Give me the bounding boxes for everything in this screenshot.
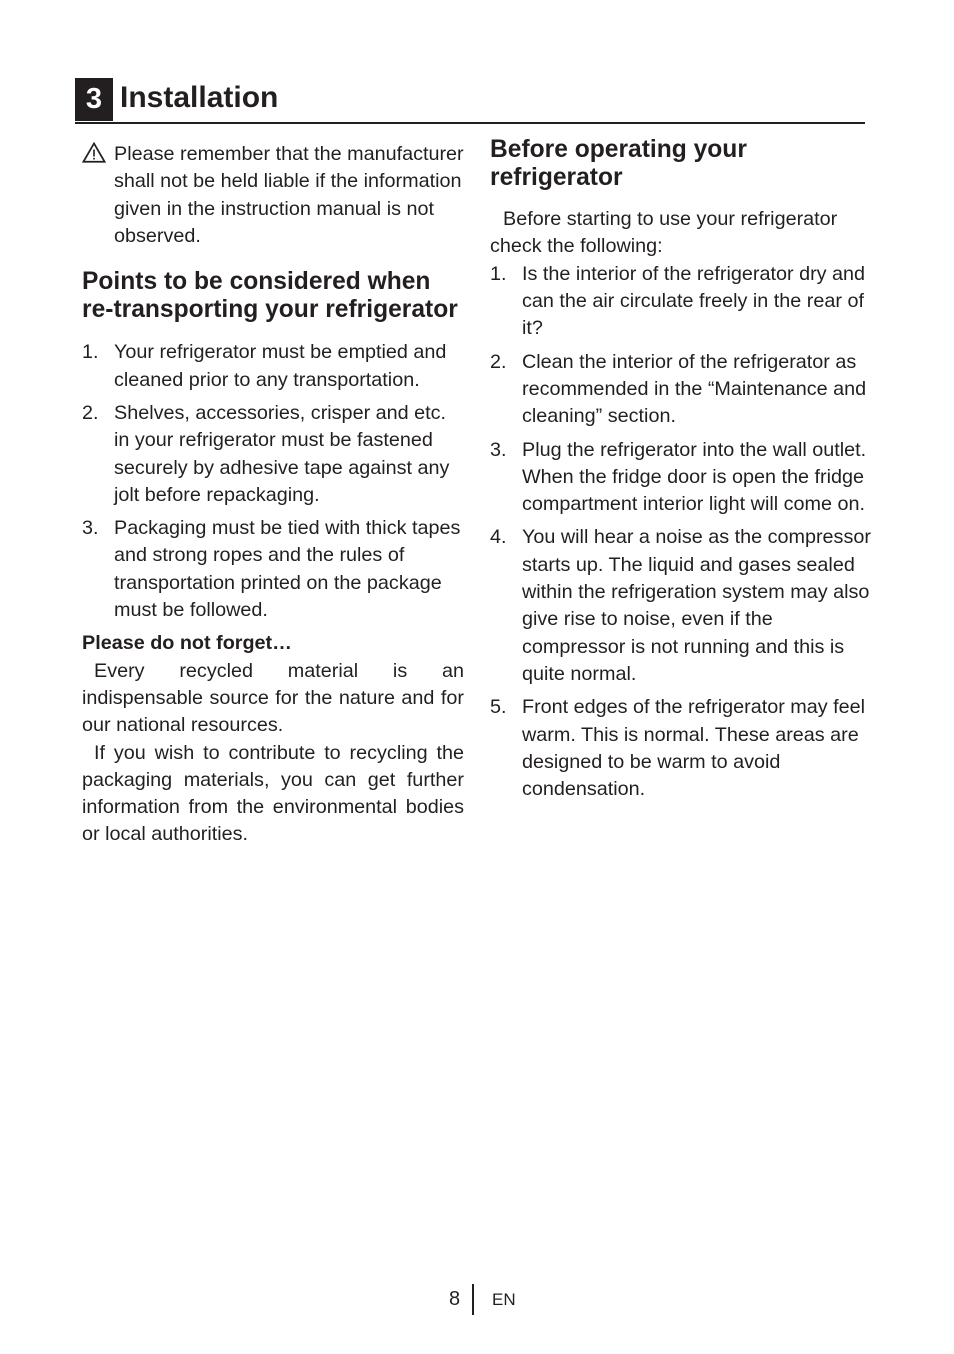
- list-item-text: Packaging must be tied with thick tapes and strong ropes and the rules of transportation printed on the package must be followed.: [114, 517, 461, 622]
- list-item-text: Is the interior of the refrigerator dry and can the air circulate freely in the rear of it?: [522, 262, 866, 340]
- list-item-text: Clean the interior of the refrigerator as recommended in the “Maintenance and cleaning” section.: [522, 350, 867, 428]
- list-item-text: Shelves, accessories, crisper and etc. in your refrigerator must be fastened securely by adhesive tape against any jolt before repackaging.: [114, 401, 450, 506]
- left-column: [82, 130, 464, 849]
- retransport-list: [82, 339, 464, 624]
- page-number: 8: [449, 1288, 461, 1310]
- chapter-number-badge: 3: [75, 78, 113, 121]
- chapter-title: Installation: [120, 81, 279, 114]
- footer-divider: [472, 1284, 474, 1315]
- reminder-heading: Please do not forget…: [82, 632, 292, 655]
- section-heading-before-operating: Before operating your refrigerator: [490, 136, 747, 191]
- list-item-number: 5.: [490, 696, 507, 719]
- list-item: [490, 261, 874, 343]
- recycling-paragraph: Every recycled material is an indispensable source for the nature and for our national resources.: [82, 659, 464, 737]
- chapter-header: [75, 78, 865, 124]
- list-item: [490, 437, 874, 519]
- warning-text: Please remember that the manufacturer shall not be held liable if the information given in the instruction manual is not observed.: [114, 143, 464, 247]
- page-footer: [0, 1284, 954, 1316]
- list-item-text: You will hear a noise as the compressor starts up. The liquid and gases sealed within the refrigeration system may also give rise to noise, even if the compressor is not running and this is quite normal.: [522, 526, 871, 685]
- list-item-text: Front edges of the refrigerator may feel warm. This is normal. These areas are designed to be warm to avoid condensation.: [522, 696, 866, 801]
- right-column: [490, 130, 874, 809]
- list-item: [82, 400, 464, 509]
- list-item-text: Plug the refrigerator into the wall outlet. When the fridge door is open the fridge compartment interior light will come on.: [522, 438, 867, 516]
- warning-triangle-icon: [82, 141, 106, 165]
- list-item: [490, 349, 874, 431]
- list-item-number: 2.: [490, 350, 507, 373]
- language-code: EN: [492, 1290, 516, 1309]
- list-item-number: 1.: [82, 341, 99, 364]
- list-item-text: Your refrigerator must be emptied and cleaned prior to any transportation.: [114, 341, 447, 391]
- list-item-number: 3.: [82, 517, 99, 540]
- list-item: [490, 694, 874, 803]
- list-item-number: 1.: [490, 262, 507, 285]
- section-heading-retransport: Points to be considered when re-transporting your refrigerator: [82, 268, 458, 323]
- list-item: [82, 339, 464, 394]
- warning-note: [82, 141, 464, 250]
- list-item: [82, 515, 464, 624]
- list-item-number: 3.: [490, 438, 507, 461]
- recycling-paragraph: If you wish to contribute to recycling the packaging materials, you can get further information from the environmental bodies or local authorities.: [82, 741, 464, 846]
- intro-paragraph: Before starting to use your refrigerator check the following:: [490, 208, 838, 258]
- list-item: [490, 524, 874, 688]
- checklist: [490, 261, 874, 804]
- list-item-number: 2.: [82, 401, 99, 424]
- list-item-number: 4.: [490, 526, 507, 549]
